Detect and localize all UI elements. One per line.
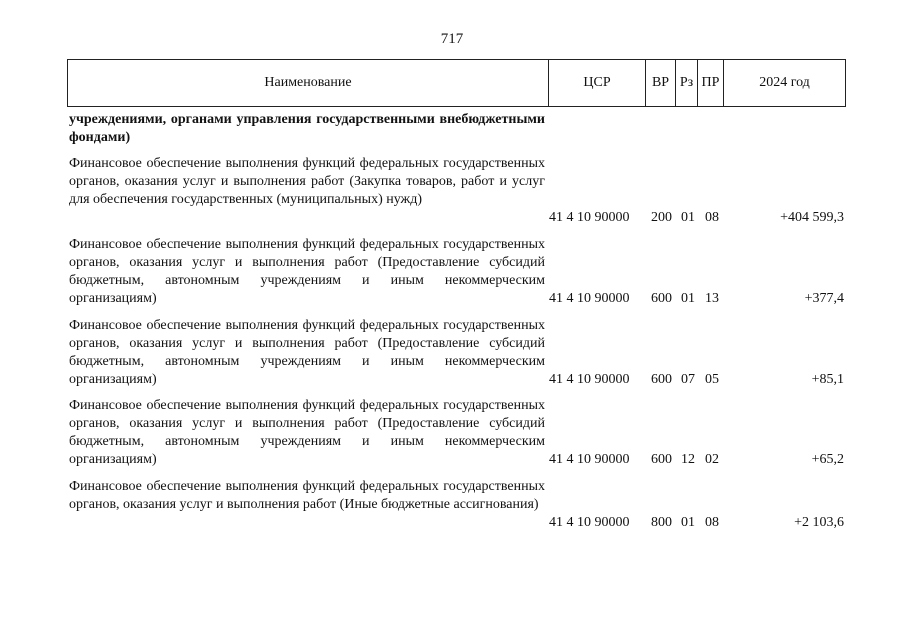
row-pr: 08 [705,515,719,530]
table-row [67,155,845,227]
row-amount: +65,2 [811,452,844,467]
row-pr: 13 [705,291,719,306]
row-pr: 08 [705,210,719,225]
row-csr: 41 4 10 90000 [549,515,630,530]
row-amount: +85,1 [811,372,844,387]
continuation-row [67,111,845,147]
row-vr: 600 [651,452,672,467]
row-name: Финансовое обеспечение выполнения функций федеральных государственных органов, оказания услуг и выполнения работ (Иные бюджетные ассигнования) [69,479,545,512]
header-pr: ПР [698,60,724,107]
row-csr: 41 4 10 90000 [549,291,630,306]
row-pr: 02 [705,452,719,467]
row-rz: 01 [681,515,695,530]
row-amount: +404 599,3 [780,210,844,225]
header-rz: Рз [676,60,698,107]
row-name: Финансовое обеспечение выполнения функций федеральных государственных органов, оказания услуг и выполнения работ (Предоставление субсидий бюджетным, автономным учреждениям и иным некоммерческим организациям) [69,237,545,306]
row-rz: 12 [681,452,695,467]
row-vr: 800 [651,515,672,530]
row-vr: 600 [651,291,672,306]
row-name: Финансовое обеспечение выполнения функций федеральных государственных органов, оказания услуг и выполнения работ (Предоставление субсидий бюджетным, автономным учреждениям и иным некоммерческим организациям) [69,318,545,387]
row-name: Финансовое обеспечение выполнения функций федеральных государственных органов, оказания услуг и выполнения работ (Предоставление субсидий бюджетным, автономным учреждениям и иным некоммерческим организациям) [69,398,545,467]
row-csr: 41 4 10 90000 [549,452,630,467]
header-vr: ВР [646,60,676,107]
row-rz: 01 [681,291,695,306]
continuation-text: учреждениями, органами управления государственными внебюджетными фондами) [69,112,545,145]
row-csr: 41 4 10 90000 [549,210,630,225]
row-rz: 07 [681,372,695,387]
row-amount: +377,4 [804,291,844,306]
table-header [67,59,846,107]
table-row [67,317,845,389]
header-csr: ЦСР [549,60,646,107]
page-number: 717 [440,31,464,47]
row-amount: +2 103,6 [794,515,844,530]
row-csr: 41 4 10 90000 [549,372,630,387]
table-row [67,397,845,469]
row-rz: 01 [681,210,695,225]
header-name: Наименование [68,60,549,107]
row-name: Финансовое обеспечение выполнения функций федеральных государственных органов, оказания услуг и выполнения работ (Закупка товаров, работ и услуг для обеспечения государственных (муниципальных) нужд) [69,156,545,207]
header-year: 2024 год [724,60,846,107]
row-pr: 05 [705,372,719,387]
table-row [67,478,845,532]
table-row [67,236,845,308]
row-vr: 200 [651,210,672,225]
row-vr: 600 [651,372,672,387]
